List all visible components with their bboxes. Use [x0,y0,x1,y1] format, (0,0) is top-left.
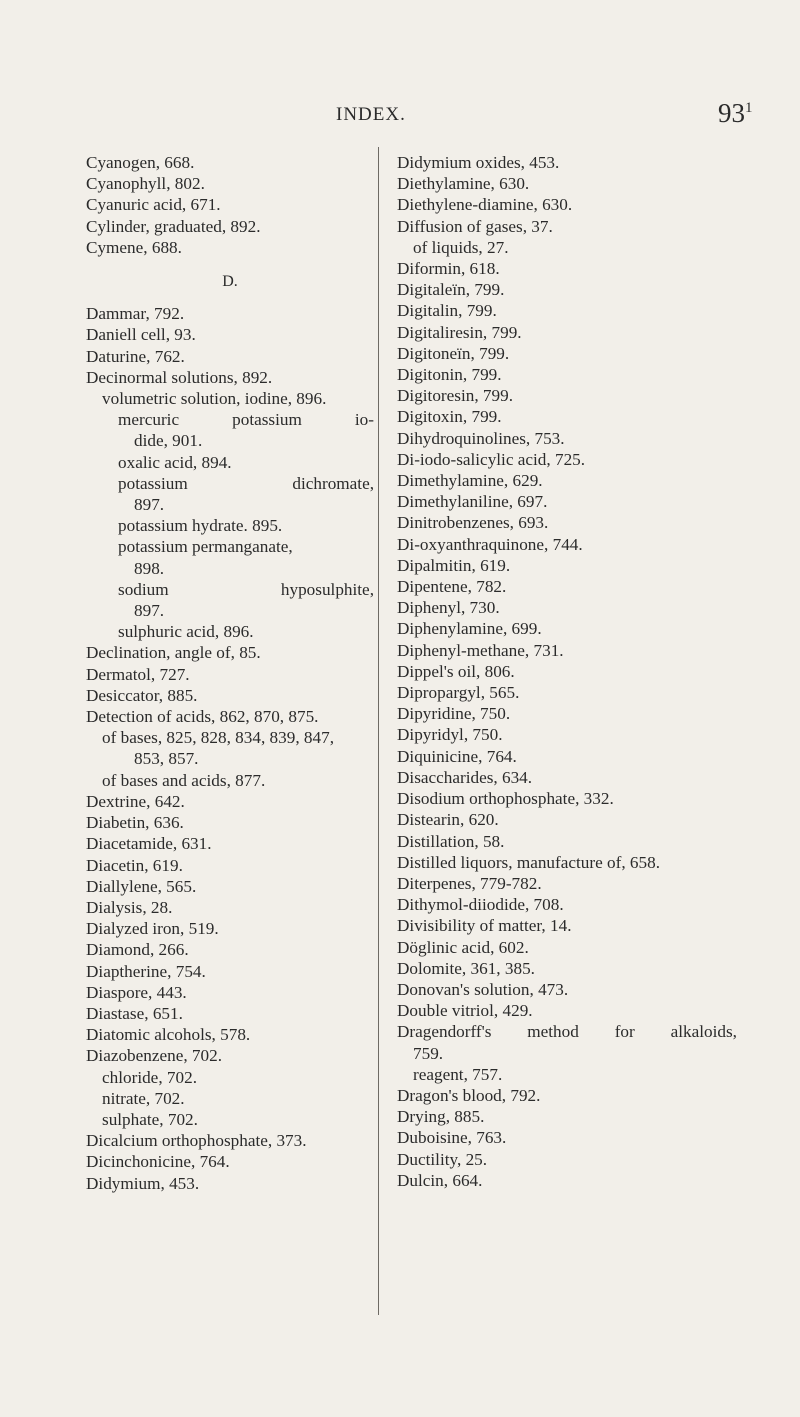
index-entry: Disaccharides, 634. [397,767,533,787]
index-entry: Digitaliresin, 799. [397,322,522,342]
page-header [0,98,800,144]
index-entry: Dermatol, 727. [86,664,190,684]
column-divider [378,147,379,1315]
index-entry: Diphenyl-methane, 731. [397,640,564,660]
index-entry: Dialyzed iron, 519. [86,919,219,939]
index-entry: Didymium, 453. [86,1173,200,1193]
index-entry: Dipalmitin, 619. [397,555,511,575]
index-subentry: sulphuric acid, 896. [118,622,254,642]
index-subentry: chloride, 702. [102,1067,197,1087]
index-entry: Daniell cell, 93. [86,325,196,345]
index-entry: Donovan's solution, 473. [397,979,569,999]
index-entry: Diphenyl, 730. [397,598,500,618]
index-entry: Cylinder, graduated, 892. [86,216,261,236]
index-entry: Dipyridine, 750. [397,704,511,724]
index-entry: Distilled liquors, manufacture of, 658. [397,852,661,872]
index-entry: Diaptherine, 754. [86,961,206,981]
index-entry: Dihydroquinolines, 753. [397,428,565,448]
index-subentry: potassium permanganate, [118,537,293,557]
index-subentry: nitrate, 702. [102,1088,185,1108]
index-entry: Diterpenes, 779-782. [397,873,542,893]
index-entry: Dialysis, 28. [86,897,173,917]
index-entry: Cyanuric acid, 671. [86,195,221,215]
index-entry: Distillation, 58. [397,831,505,851]
index-entry: Digitaleïn, 799. [397,280,505,300]
index-entry: Diethylamine, 630. [397,174,530,194]
index-entry: Digitonin, 799. [397,365,502,385]
index-entry: Dragendorff's method for alkaloids, [397,1022,737,1042]
index-subentry: oxalic acid, 894. [118,452,232,472]
index-entry: Di-iodo-salicylic acid, 725. [397,449,586,469]
index-entry: Diacetamide, 631. [86,834,212,854]
index-continuation: 897. [134,495,165,515]
index-continuation: 853, 857. [134,749,199,769]
index-entry: Diaspore, 443. [86,982,187,1002]
running-title: INDEX. [336,104,406,125]
index-entry: Dippel's oil, 806. [397,661,515,681]
index-entry: Di-oxyanthraquinone, 744. [397,534,583,554]
index-column-right [397,152,737,1191]
index-entry: Dinitrobenzenes, 693. [397,513,549,533]
index-entry: Duboisine, 763. [397,1128,507,1148]
index-continuation: dide, 901. [134,431,203,451]
index-entry: Cymene, 688. [86,237,182,257]
index-entry: Digitalin, 799. [397,301,497,321]
index-subentry: potassium hydrate. 895. [118,516,283,536]
index-entry: Daturine, 762. [86,346,185,366]
index-entry: Disodium orthophosphate, 332. [397,789,614,809]
index-subentry: sodium hyposulphite, [118,579,374,599]
index-entry: Dimethylaniline, 697. [397,492,548,512]
index-continuation: 898. [134,558,165,578]
index-entry: Drying, 885. [397,1107,485,1127]
index-subentry: reagent, 757. [413,1064,503,1084]
index-entry: Diamond, 266. [86,940,189,960]
index-entry: Dextrine, 642. [86,791,185,811]
index-entry: Diabetin, 636. [86,813,184,833]
index-entry: Dicalcium orthophosphate, 373. [86,1131,307,1151]
index-subentry: mercuric potassium io- [118,410,374,430]
index-entry: Dicinchonicine, 764. [86,1152,230,1172]
index-entry: Diatomic alcohols, 578. [86,1025,251,1045]
index-entry: Declination, angle of, 85. [86,643,261,663]
index-entry: Dolomite, 361, 385. [397,958,535,978]
index-continuation: 897. [134,601,165,621]
index-entry: Distearin, 620. [397,810,499,830]
index-column-left [86,152,374,1194]
index-entry: Dipropargyl, 565. [397,683,520,703]
index-entry: Double vitriol, 429. [397,1001,533,1021]
index-subentry: volumetric solution, iodine, 896. [102,389,327,409]
index-entry: Cyanogen, 668. [86,153,195,172]
index-entry: Diastase, 651. [86,1003,183,1023]
index-entry: Diethylene-diamine, 630. [397,195,573,215]
index-entry: Diallylene, 565. [86,876,197,896]
index-entry: Dragon's blood, 792. [397,1085,541,1105]
index-entry: Didymium oxides, 453. [397,153,560,172]
index-entry: Digitoxin, 799. [397,407,502,427]
index-continuation: 759. [413,1043,444,1063]
index-entry: Diazobenzene, 702. [86,1046,223,1066]
page-number: $93^1$ [718,98,753,128]
section-heading: D. [222,273,238,291]
index-entry: Divisibility of matter, 14. [397,916,572,936]
index-entry: Dimethylamine, 629. [397,471,543,491]
index-subentry: potassium dichromate, [118,473,374,493]
index-entry: Dammar, 792. [86,304,185,324]
index-entry: Diffusion of gases, 37. [397,216,553,236]
index-entry: Diphenylamine, 699. [397,619,542,639]
index-entry: Diquinicine, 764. [397,746,517,766]
index-entry: Decinormal solutions, 892. [86,367,273,387]
index-subentry: sulphate, 702. [102,1109,198,1129]
index-entry: Desiccator, 885. [86,685,198,705]
index-entry: Diformin, 618. [397,259,500,279]
index-entry: Digitoresin, 799. [397,386,514,406]
index-subentry: of bases, 825, 828, 834, 839, 847, [102,728,335,748]
index-entry: Dipentene, 782. [397,577,507,597]
index-entry: Dipyridyl, 750. [397,725,503,745]
index-entry: Digitoneïn, 799. [397,343,510,363]
index-entry: Detection of acids, 862, 870, 875. [86,707,319,727]
index-subentry: of bases and acids, 877. [102,770,266,790]
index-entry: Döglinic acid, 602. [397,937,529,957]
index-subentry: of liquids, 27. [413,237,509,257]
index-entry: Ductility, 25. [397,1149,488,1169]
index-entry: Dithymol-diiodide, 708. [397,895,564,915]
index-entry: Cyanophyll, 802. [86,174,205,194]
index-entry: Diacetin, 619. [86,855,183,875]
index-entry: Dulcin, 664. [397,1170,483,1190]
